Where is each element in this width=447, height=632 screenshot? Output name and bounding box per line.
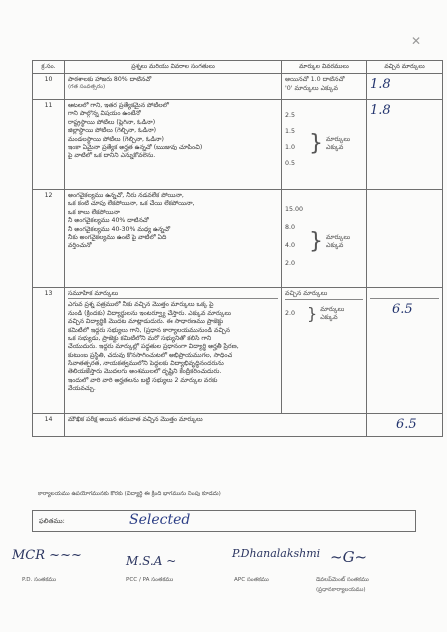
row-obtained (367, 100, 443, 190)
score-value: 15.00 (285, 206, 304, 214)
table-row (33, 190, 443, 288)
question-line: నీకు అంగవైకల్యము ఉంటే పై వాటిలో ఏది (68, 233, 167, 241)
apc-signature-handwriting: P.Dhanalakshmi (232, 547, 321, 560)
obtained-handwritten: 1.8 (370, 103, 391, 119)
marks-label: ఎక్కువ (320, 314, 338, 322)
marks-header: వచ్చిన మార్కులు (285, 290, 363, 300)
question-line: వచ్చిన విద్యార్థికి మొదట మాట్లాడుదురు. ఈ సాధారణము ప్రాజెక్టు (68, 318, 224, 326)
question-line: తెలియజేస్తారు మొదలగు అంశములలో దృష్టిని కేంద్రీకరించుదురు. (68, 368, 222, 376)
question-line: రాష్ట్రస్థాయి పోటీలు (ప్లెగినా, ఓడినా) (68, 118, 156, 126)
marks-label: ఎక్కువ (326, 144, 344, 152)
score-value: 1.0 (285, 144, 296, 152)
marks-line: అయినచో 1.0 దాటినచో (285, 76, 345, 84)
obtained-handwritten: 6.5 (396, 417, 417, 433)
row-sno: 12 (33, 190, 65, 288)
row-sno: 14 (33, 414, 65, 437)
question-line: నీ అంగవైకల్యము 40% దాటినచో (68, 217, 149, 225)
table-row (33, 74, 443, 100)
row-obtained (367, 190, 443, 288)
question-line: వర్తించునో (68, 242, 92, 250)
question-line: మండలస్థాయి పోటీలు (గెల్చినా, ఓడినా) (68, 135, 164, 143)
obtained-handwritten: 6.5 (392, 302, 413, 318)
row-question (65, 288, 282, 414)
score-value: 2.0 (285, 309, 296, 317)
header-sno: క్ర.సం. (33, 61, 65, 74)
question-line: ఒక కంటి చూపు లేకపోయినా, ఒక చేయి లేకపోయినా, (68, 200, 195, 208)
result-label: ఫలితము: (39, 517, 65, 525)
question-line: ఇందులో వారి వారి అర్హతలను బట్టి సభ్యులు 2 మార్కుల వరకు (68, 376, 218, 384)
question-line: (గత సంవత్సరం) (68, 84, 106, 91)
pcc-signature-mark: M.S.A ~ (126, 554, 177, 568)
table-header-row (33, 61, 443, 74)
brace-icon: } (307, 304, 318, 324)
row-marks-detail (282, 74, 367, 100)
signature-development-note: (ప్రధానకార్యాలయము) (316, 587, 366, 593)
header-marks-obtained: వచ్చిన మార్కులు (367, 61, 443, 74)
table-row (33, 414, 443, 437)
row-marks-detail (282, 288, 367, 414)
question-line: సేవాతత్పరత, నాయకత్వములోని పెద్దలకు విద్యాభివృద్ధినందరును (68, 359, 224, 367)
score-value: 2.5 (285, 112, 296, 120)
row-question (65, 414, 367, 437)
table-row (33, 100, 443, 190)
question-title: సమూహిక మార్కులు (68, 290, 278, 299)
question-line: పాఠశాలకు హాజరు 80% దాటినచో (68, 76, 152, 84)
header-question: ప్రశ్నలు మరియు వివరాల సంగతులు (65, 61, 282, 74)
brace-icon: } (309, 131, 323, 157)
question-line: కమిటీలో ఇద్దరు సభ్యులు గాని, (ప్రధాన కార్యాలయమునుండి వచ్చిన (68, 326, 230, 334)
score-value: 0.5 (285, 160, 296, 168)
result-value: Selected (129, 512, 191, 528)
signature-pd: P.D. సంతకము (22, 577, 57, 583)
marks-table (32, 60, 443, 437)
row-sno: 13 (33, 288, 65, 414)
question-line: నీ అంగవైకల్యము 40-30% మధ్య ఉన్నచో (68, 225, 171, 233)
table-row (33, 288, 443, 414)
row-sno: 11 (33, 100, 65, 190)
row-question (65, 74, 282, 100)
question-line: ఇంకా ఏమైనా ప్రత్యేక అర్హత ఉన్నచో (ఋజువు చూపించి) (68, 143, 203, 151)
question-line: కుటుంబ ప్రస్థితి, చదువు కొనసాగించుటలో అభిప్రాయముగల, సాధించ (68, 351, 233, 359)
marks-label: మార్కులు (326, 233, 351, 241)
score-value: 1.5 (285, 128, 296, 136)
row-obtained (367, 288, 443, 414)
marks-label: మార్కులు (320, 305, 345, 313)
row-marks-detail (282, 190, 367, 288)
question-line: మౌఖిక పరీక్ష అయిన తరువాత వచ్చిన మొత్తం మార్కులు (68, 416, 203, 424)
header-marks-detail: మార్కుల వివరములు (282, 61, 367, 74)
question-line: జిల్లాస్థాయి పోటీలు (గెల్చినా, ఓడినా) (68, 127, 157, 135)
row-obtained (367, 74, 443, 100)
brace-icon: } (309, 229, 323, 255)
pd-signature-mark: MCR ~~~ (12, 548, 82, 563)
corner-mark: ✕ (410, 34, 421, 48)
question-line: గాని పాల్గొన్న విషయం ఉంటేనో (68, 110, 141, 118)
score-value: 8.0 (285, 224, 296, 232)
score-value: 4.0 (285, 242, 296, 250)
question-line: ఆటలలో గాని, ఇతర ప్రత్యేకమైన పోటీలలో (68, 102, 169, 110)
question-line: ఒక కాలు లేకపోయినా (68, 208, 120, 216)
row-question (65, 190, 282, 288)
question-line: అంగవైకల్యము ఉన్నచో, నీరు నడవలేక పోయినా, (68, 192, 184, 200)
row-marks-detail (282, 100, 367, 190)
signature-apc: APC సంతకము (234, 577, 269, 583)
question-line: ఒక సభ్యుడు, ప్రాజెక్టు కమిటీలోని మరో సభ్యునితో కలిసి గాని (68, 334, 212, 342)
question-line: చేయుదురు. ఇద్దరు మార్కుల్లో పద్ధతుల ప్రధానంగా విద్యార్థి అర్హతీ ప్రేరణ, (68, 343, 239, 351)
obtained-handwritten: 1.8 (370, 77, 391, 93)
row-obtained (367, 414, 443, 437)
question-line: ఎగువ ప్రశ్న పత్రములో నీకు వచ్చిన మొత్తం మార్కులు ఒక్క పై (68, 301, 214, 309)
question-line: పై వాటిలో ఒక దానిని ఎన్నుకోవలెను. (68, 152, 156, 160)
result-box (32, 510, 416, 532)
marks-label: ఎక్కువ (326, 242, 344, 250)
row-sno: 10 (33, 74, 65, 100)
question-line: వేయవచ్చు. (68, 385, 96, 393)
office-use-note: కార్యాలయము ఉపయోగమునకు కొరకు (విద్యార్థి ఈ క్రింది భాగమును నింపు కూడదు) (38, 491, 221, 497)
signature-pcc: PCC / PA సంతకము (126, 577, 174, 583)
marks-line: '0' మార్కులు ఎక్కువ (285, 84, 338, 92)
question-line: నుండి (క్రిందకు) విద్యార్థులను ఇంటర్వ్యూ చేస్తారు. ఎక్కువ మార్కులు (68, 309, 231, 317)
marks-label: మార్కులు (326, 135, 351, 143)
signature-development: డెవలప్‌మెంట్ సంతకము (316, 577, 369, 583)
score-value: 2.0 (285, 260, 296, 268)
dev-signature-mark: ~G~ (330, 548, 368, 566)
row-question (65, 100, 282, 190)
